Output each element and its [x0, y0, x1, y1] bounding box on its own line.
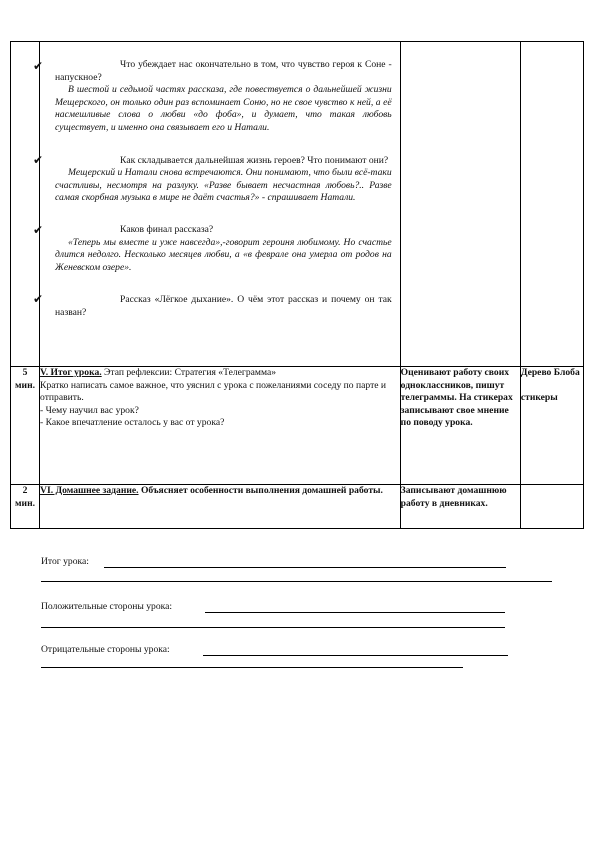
- time-unit: мин.: [15, 497, 36, 509]
- answer-text: В шестой и седьмой частях рассказа, где повествуется о дальнейшей жизни Мещерского, он только один раз вспоминает Соню, но не свое чувство к ней, а её насмешливые слова о любви «до фоба», и думает, что такая любовь существует, и именно она связывает его и Натали.: [55, 84, 392, 133]
- lesson-plan-table: [10, 41, 584, 529]
- stage-title: [40, 367, 400, 380]
- checkmark-icon: ✔: [33, 152, 44, 167]
- fill-line: [104, 567, 506, 568]
- checkmark-icon: ✔: [33, 222, 44, 237]
- resource-item: стикеры: [520, 391, 558, 403]
- question-block: [33, 42, 400, 135]
- stage-subtitle: Объясняет особенности выполнения домашней работы.: [138, 485, 383, 496]
- student-activity-text: Оценивают работу своих одноклассников, пишут телеграммы. На стикерах записывают свое мнение по поводу урока.: [400, 367, 513, 429]
- question-text: Что убеждает нас окончательно в том, что чувство героя к Соне - напускное?: [55, 59, 392, 83]
- table-row-stage4: [11, 42, 584, 367]
- question-text: Как складывается дальнейшая жизнь героев? Что понимают они?: [120, 154, 389, 166]
- question-text: Рассказ «Лёгкое дыхание». О чём этот рассказ и почему он так назван?: [55, 294, 392, 318]
- stage-subtitle: Этап рефлексии: Стратегия «Телеграмма»: [101, 367, 277, 378]
- fill-line: [205, 612, 505, 613]
- fill-line: [203, 655, 508, 656]
- time-cell: [11, 42, 40, 367]
- negative-sides-label: Отрицательные стороны урока:: [41, 644, 170, 655]
- time-value: 2: [22, 485, 28, 496]
- time-cell: [11, 367, 40, 485]
- checkmark-icon: ✔: [33, 59, 44, 73]
- reflection-question: - Какое впечатление осталось у вас от урока?: [40, 417, 225, 429]
- table-row-stage6: [11, 485, 584, 529]
- checkmark-icon: ✔: [33, 292, 44, 307]
- fill-line: [41, 581, 552, 582]
- answer-text: Мещерский и Натали снова встречаются. Они понимают, что были всё-таки счастливы, несмотря на разлуку. «Разве бывает несчастная любовь?.. Разве самая скорбная музыка в мире не даёт счастья?» - спрашивает Натали.: [55, 167, 392, 204]
- answer-text: «Теперь мы вместе и уже навсегда»,-говорит героиня любимому. Но счастье длится недолго. Несколько месяцев любви, а «в феврале она умерла от родов на Женевском озере».: [55, 236, 392, 273]
- student-activity-cell: [400, 367, 520, 485]
- teacher-activity-cell: [33, 42, 401, 367]
- teacher-activity-cell: [40, 367, 401, 485]
- resources-cell: [520, 367, 583, 485]
- question-text: Каков финал рассказа?: [120, 223, 214, 235]
- question-block: [33, 274, 400, 319]
- positive-sides-label: Положительные стороны урока:: [41, 601, 173, 612]
- reflection-question: - Чему научил вас урок?: [40, 404, 139, 416]
- fill-line: [41, 627, 505, 628]
- resource-item: Дерево Блоба: [520, 367, 580, 378]
- lesson-result-label: Итог урока:: [41, 556, 89, 567]
- fill-line: [41, 667, 463, 668]
- time-unit: мин.: [15, 379, 36, 391]
- stage-description: Кратко написать самое важное, что уяснил с урока с пожеланиями соседу по парте и отправить.: [40, 379, 387, 404]
- time-value: 5: [22, 367, 28, 378]
- student-activity-text: Записывают домашнюю работу в дневниках.: [400, 485, 507, 509]
- teacher-activity-cell: [40, 485, 401, 529]
- resources-cell: [520, 485, 583, 529]
- stage-heading: VI. Домашнее задание.: [40, 485, 139, 496]
- question-block: [33, 135, 400, 205]
- question-block: [33, 205, 400, 274]
- stage-heading: V. Итог урока.: [40, 367, 102, 378]
- table-row-stage5: [11, 367, 584, 485]
- time-cell: [11, 485, 40, 529]
- student-activity-cell: [400, 485, 520, 529]
- student-activity-cell: [400, 42, 520, 367]
- resources-cell: [520, 42, 583, 367]
